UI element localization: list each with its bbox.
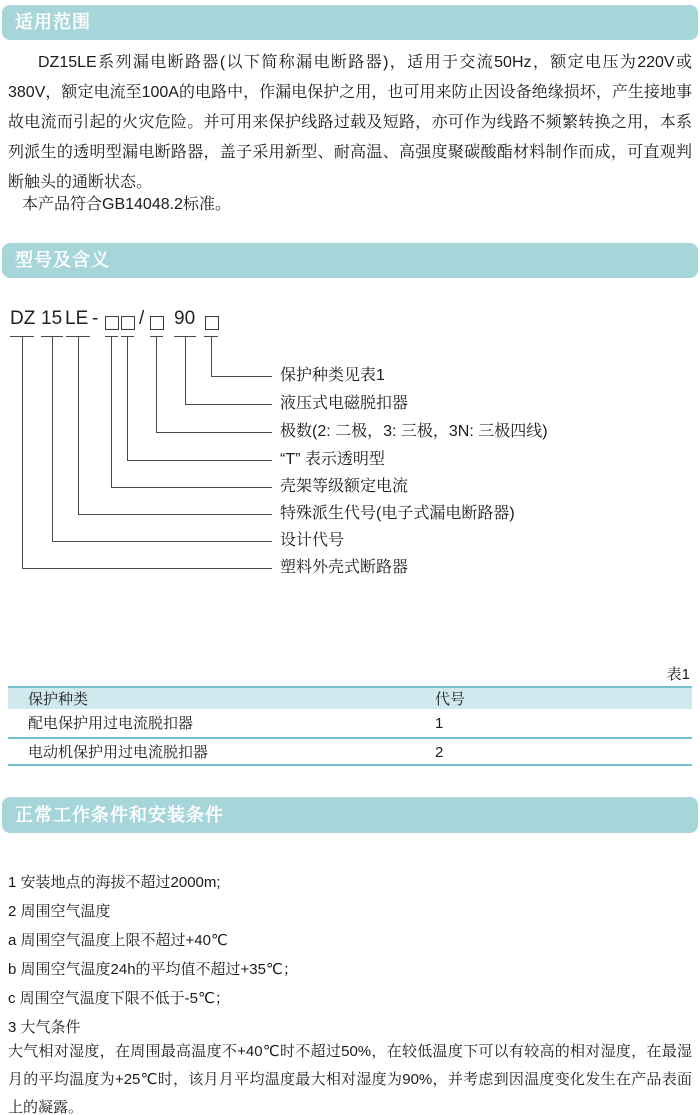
model-label-frame-current: 壳架等级额定电流 bbox=[280, 478, 409, 495]
blank-box-frame-current bbox=[105, 316, 119, 330]
table-cell-code: 1 bbox=[435, 715, 444, 732]
condition-item: a 周围空气温度上限不超过+40℃ bbox=[8, 932, 228, 949]
table-cell-type: 配电保护用过电流脱扣器 bbox=[28, 715, 194, 732]
model-dash: - bbox=[92, 308, 99, 329]
connector-hline bbox=[78, 514, 272, 515]
section-title: 型号及含义 bbox=[15, 250, 110, 270]
table-row bbox=[8, 739, 692, 766]
blank-box-poles bbox=[150, 316, 164, 330]
connector-vline bbox=[22, 336, 23, 569]
table-header-row bbox=[8, 686, 692, 709]
connector-vline bbox=[111, 336, 112, 488]
connector-hline bbox=[127, 460, 272, 461]
model-series: DZ bbox=[10, 308, 36, 329]
protection-table bbox=[8, 686, 692, 766]
model-label-breaker: 塑料外壳式断路器 bbox=[280, 559, 409, 576]
section-title: 正常工作条件和安装条件 bbox=[15, 805, 224, 825]
model-label-derive: 特殊派生代号(电子式漏电断路器) bbox=[280, 505, 515, 522]
standard-paragraph: 本产品符合GB14048.2标准。 bbox=[22, 196, 231, 213]
table-cell-code: 2 bbox=[435, 744, 444, 761]
connector-hline bbox=[52, 541, 272, 542]
connector-vline bbox=[52, 336, 53, 542]
connector-vline bbox=[185, 336, 186, 405]
connector-vline bbox=[156, 336, 157, 433]
section-title: 适用范围 bbox=[15, 12, 91, 32]
connector-hline bbox=[156, 432, 272, 433]
condition-item: c 周围空气温度下限不低于-5℃； bbox=[8, 990, 230, 1007]
section-header-scope bbox=[2, 5, 698, 40]
condition-item: 3 大气条件 bbox=[8, 1019, 81, 1036]
table-header-type: 保护种类 bbox=[28, 691, 89, 708]
connector-hline bbox=[211, 376, 272, 377]
connector-vline bbox=[78, 336, 79, 515]
section-header-conditions bbox=[2, 797, 698, 833]
model-label-transparent: “T” 表示透明型 bbox=[280, 451, 385, 468]
connector-hline bbox=[111, 487, 272, 488]
blank-box-protection bbox=[205, 316, 219, 330]
condition-item: 2 周围空气温度 bbox=[8, 903, 111, 920]
connector-vline bbox=[211, 336, 212, 377]
model-design-code: 15 bbox=[41, 308, 63, 329]
condition-item: 1 安装地点的海拔不超过2000m; bbox=[8, 874, 221, 891]
model-label-protection: 保护种类见表1 bbox=[280, 367, 385, 384]
model-label-release: 液压式电磁脱扣器 bbox=[280, 395, 409, 412]
table-header-code: 代号 bbox=[435, 691, 466, 708]
model-frame-current: 90 bbox=[174, 308, 196, 329]
table-cell-type: 电动机保护用过电流脱扣器 bbox=[28, 744, 209, 761]
model-label-design: 设计代号 bbox=[280, 532, 345, 549]
table-caption: 表1 bbox=[666, 666, 690, 683]
model-slash: / bbox=[139, 308, 145, 329]
model-derive-code: LE bbox=[65, 308, 89, 329]
connector-vline bbox=[127, 336, 128, 461]
connector-hline bbox=[22, 568, 272, 569]
conditions-list bbox=[8, 868, 692, 1042]
blank-box-transparent bbox=[121, 316, 135, 330]
condition-item: b 周围空气温度24h的平均值不超过+35℃； bbox=[8, 961, 298, 978]
humidity-paragraph: 大气相对湿度，在周围最高温度不+40℃时不超过50%，在较低温度下可以有较高的相对湿度，在最湿月的平均温度为+25℃时，该月月平均温度最大相对湿度为90%，并考虑到因温度变化发生在产品表面上的凝露。 bbox=[8, 1043, 692, 1115]
connector-hline bbox=[185, 404, 272, 405]
model-label-poles: 极数(2: 二极，3: 三极，3N: 三极四线) bbox=[280, 423, 548, 440]
section-header-model bbox=[2, 243, 698, 278]
table-row bbox=[8, 709, 692, 739]
scope-paragraph: DZ15LE系列漏电断路器(以下简称漏电断路器)，适用于交流50Hz，额定电压为220V或380V，额定电流至100A的电路中，作漏电保护之用，也可用来防止因设备绝缘损坏，产生接地事故电流而引起的火灾危险。并可用来保护线路过载及短路，亦可作为线路不频繁转换之用，本系列派生的透明型漏电断路器，盖子采用新型、耐高温、高强度聚碳酸酯材料制作而成，可直观判断触头的通断状态。 bbox=[8, 54, 692, 191]
